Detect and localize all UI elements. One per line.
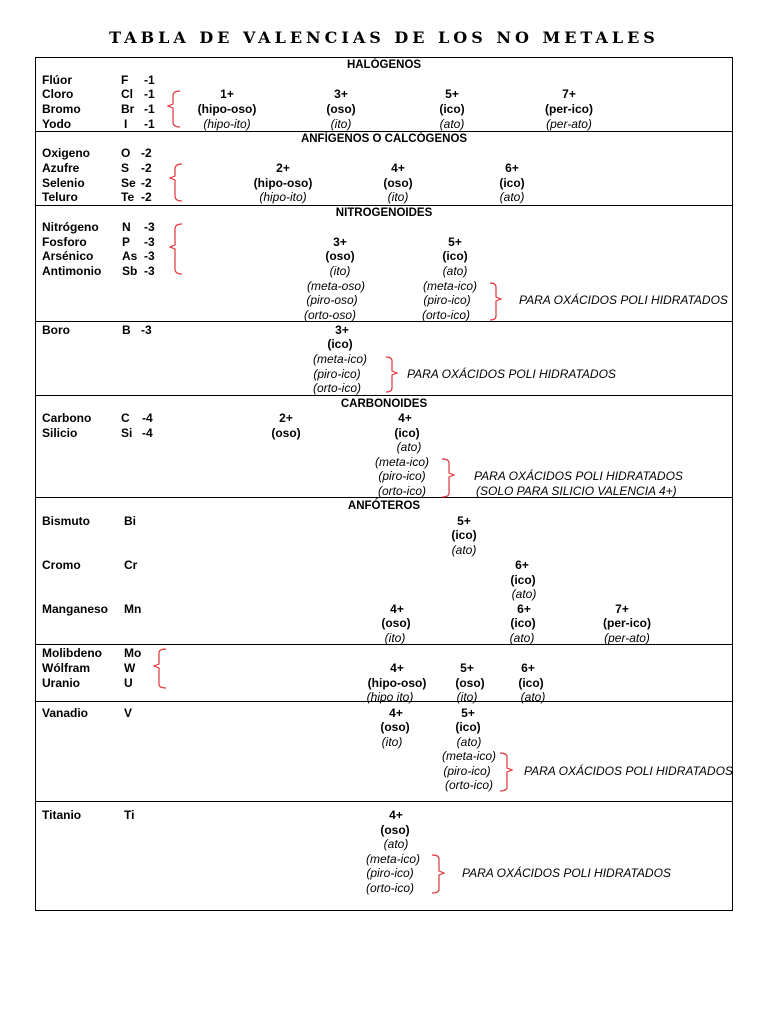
polyhydrated-note: PARA OXÁCIDOS POLI HIDRATADOS	[524, 764, 733, 778]
oxidation-state: 4+	[389, 808, 403, 822]
element-valence: -3	[144, 220, 155, 234]
oxidation-state: 3+	[335, 323, 349, 337]
element-valence: -3	[141, 323, 152, 337]
oxidation-state: 4+	[390, 661, 404, 675]
salt-suffix: (ato)	[442, 264, 468, 278]
oxidation-state: 6+	[505, 161, 519, 175]
element-valence: -4	[142, 426, 153, 440]
element-symbol: Si	[121, 426, 133, 440]
polyhydrated-note: PARA OXÁCIDOS POLI HIDRATADOS	[474, 469, 683, 483]
element-valence: -2	[141, 146, 152, 160]
element-name: Azufre	[42, 161, 80, 175]
element-symbol: Mo	[124, 646, 142, 660]
element-symbol: P	[122, 235, 131, 249]
polyhydrated-prefix: (meta-ico)	[312, 352, 368, 366]
element-symbol: Bi	[124, 514, 136, 528]
acid-suffix: (oso)	[383, 176, 413, 190]
acid-suffix: (ico)	[510, 573, 536, 587]
element-name: Yodo	[42, 117, 72, 131]
salt-suffix: (ato)	[520, 690, 546, 704]
oxidation-state: 7+	[615, 602, 629, 616]
oxidation-state: 1+	[220, 87, 234, 101]
salt-suffix: (ito)	[330, 117, 352, 131]
oxidation-state: 3+	[333, 235, 347, 249]
silicon-note: (SOLO PARA SILICIO VALENCIA 4+)	[476, 484, 677, 498]
element-valence: -1	[144, 117, 155, 131]
acid-suffix: (ico)	[499, 176, 525, 190]
salt-suffix: (ato)	[439, 117, 465, 131]
salt-suffix: (ato)	[383, 837, 409, 851]
oxidation-state: 5+	[461, 706, 475, 720]
salt-suffix: (ito)	[381, 735, 403, 749]
element-symbol: Ti	[124, 808, 135, 822]
element-name: Teluro	[42, 190, 78, 204]
element-symbol: F	[121, 73, 129, 87]
element-name: Boro	[42, 323, 70, 337]
salt-suffix: (ato)	[509, 631, 535, 645]
document-title: TABLA DE VALENCIAS DE LOS NO METALES	[109, 28, 659, 47]
polyhydrated-prefix: (piro-oso)	[306, 293, 358, 307]
element-valence: -1	[144, 87, 155, 101]
oxidation-state: 4+	[391, 161, 405, 175]
element-valence: -2	[141, 161, 152, 175]
salt-suffix: (ato)	[499, 190, 525, 204]
oxidation-state: 5+	[448, 235, 462, 249]
polyhydrated-prefix: (orto-ico)	[377, 484, 427, 498]
section-heading-carbonoides: CARBONOIDES	[340, 398, 428, 410]
element-name: Wólfram	[42, 661, 90, 675]
element-name: Arsénico	[42, 249, 94, 263]
oxidation-state: 4+	[398, 411, 412, 425]
element-valence: -1	[144, 73, 155, 87]
element-symbol: Br	[121, 102, 135, 116]
oxidation-state: 2+	[276, 161, 290, 175]
acid-suffix: (oso)	[326, 102, 356, 116]
element-name: Molibdeno	[42, 646, 102, 660]
section-heading-anfoteros: ANFÓTEROS	[347, 500, 421, 512]
polyhydrated-prefix: (orto-ico)	[312, 381, 362, 395]
salt-suffix: (ato)	[511, 587, 537, 601]
acid-suffix: (hipo-oso)	[367, 676, 427, 690]
element-name: Flúor	[42, 73, 72, 87]
acid-suffix: (oso)	[380, 823, 410, 837]
polyhydrated-prefix: (piro-ico)	[423, 293, 471, 307]
acid-suffix: (oso)	[380, 720, 410, 734]
polyhydrated-prefix: (meta-ico)	[374, 455, 430, 469]
oxidation-state: 4+	[389, 706, 403, 720]
acid-suffix: (ico)	[510, 616, 536, 630]
salt-suffix: (ito)	[329, 264, 351, 278]
salt-suffix: (ito)	[384, 631, 406, 645]
element-symbol: Cl	[121, 87, 133, 101]
oxidation-state: 6+	[515, 558, 529, 572]
element-symbol: W	[124, 661, 136, 675]
salt-suffix: (per-ato)	[604, 631, 650, 645]
element-name: Bismuto	[42, 514, 90, 528]
polyhydrated-note: PARA OXÁCIDOS POLI HIDRATADOS	[462, 866, 671, 880]
element-symbol: Mn	[124, 602, 142, 616]
element-symbol: N	[122, 220, 131, 234]
element-symbol: O	[121, 146, 131, 160]
polyhydrated-prefix: (meta-ico)	[441, 749, 497, 763]
acid-suffix: (oso)	[325, 249, 355, 263]
acid-suffix: (oso)	[455, 676, 485, 690]
element-name: Carbono	[42, 411, 92, 425]
acid-suffix: (ico)	[451, 528, 477, 542]
section-heading-anfigenos: ANFÍGENOS O CALCÓGENOS	[300, 133, 468, 145]
acid-suffix: (ico)	[327, 337, 353, 351]
acid-suffix: (ico)	[455, 720, 481, 734]
polyhydrated-prefix: (orto-oso)	[303, 308, 357, 322]
acid-suffix: (ico)	[439, 102, 465, 116]
salt-suffix: (ito)	[387, 190, 409, 204]
element-symbol: I	[124, 117, 128, 131]
salt-suffix: (ato)	[456, 735, 482, 749]
element-valence: -4	[142, 411, 153, 425]
oxidation-state: 3+	[334, 87, 348, 101]
polyhydrated-prefix: (piro-ico)	[366, 866, 414, 880]
acid-suffix: (per-ico)	[545, 102, 593, 116]
polyhydrated-prefix: (piro-ico)	[378, 469, 426, 483]
element-valence: -1	[144, 102, 155, 116]
salt-suffix: (per-ato)	[546, 117, 592, 131]
oxidation-state: 6+	[521, 661, 535, 675]
polyhydrated-note: PARA OXÁCIDOS POLI HIDRATADOS	[519, 293, 728, 307]
element-symbol: V	[124, 706, 133, 720]
acid-suffix: (ico)	[442, 249, 468, 263]
element-name: Antimonio	[42, 264, 102, 278]
element-name: Cloro	[42, 87, 74, 101]
element-name: Titanio	[42, 808, 82, 822]
element-name: Manganeso	[42, 602, 109, 616]
polyhydrated-prefix: (piro-ico)	[443, 764, 491, 778]
element-name: Bromo	[42, 102, 81, 116]
oxidation-state: 5+	[460, 661, 474, 675]
element-name: Silicio	[42, 426, 78, 440]
acid-suffix: (ico)	[518, 676, 544, 690]
acid-suffix: (ico)	[394, 426, 420, 440]
element-symbol: U	[124, 676, 133, 690]
section-heading-nitrogenoides: NITROGENOIDES	[335, 207, 433, 219]
oxidation-state: 2+	[279, 411, 293, 425]
element-symbol: As	[122, 249, 138, 263]
element-symbol: Te	[121, 190, 135, 204]
element-symbol: C	[121, 411, 130, 425]
acid-suffix: (oso)	[271, 426, 301, 440]
oxidation-state: 5+	[445, 87, 459, 101]
acid-suffix: (hipo-oso)	[253, 176, 313, 190]
salt-suffix: (ato)	[396, 440, 422, 454]
salt-suffix: (hipo ito)	[366, 690, 414, 704]
oxidation-state: 4+	[390, 602, 404, 616]
element-name: Nitrógeno	[42, 220, 99, 234]
element-name: Vanadio	[42, 706, 89, 720]
element-name: Fosforo	[42, 235, 87, 249]
element-name: Uranio	[42, 676, 81, 690]
element-symbol: S	[121, 161, 130, 175]
section-heading-halogenos: HALÓGENOS	[346, 59, 422, 71]
element-valence: -3	[144, 264, 155, 278]
element-symbol: B	[122, 323, 131, 337]
salt-suffix: (ito)	[456, 690, 478, 704]
salt-suffix: (hipo-ito)	[203, 117, 251, 131]
polyhydrated-note: PARA OXÁCIDOS POLI HIDRATADOS	[407, 367, 616, 381]
polyhydrated-prefix: (orto-ico)	[365, 881, 415, 895]
element-symbol: Sb	[122, 264, 138, 278]
element-symbol: Cr	[124, 558, 138, 572]
polyhydrated-prefix: (meta-ico)	[365, 852, 421, 866]
acid-suffix: (hipo-oso)	[197, 102, 257, 116]
polyhydrated-prefix: (orto-ico)	[444, 778, 494, 792]
oxidation-state: 7+	[562, 87, 576, 101]
oxidation-state: 6+	[517, 602, 531, 616]
element-valence: -3	[144, 249, 155, 263]
polyhydrated-prefix: (orto-ico)	[421, 308, 471, 322]
acid-suffix: (oso)	[381, 616, 411, 630]
salt-suffix: (ato)	[451, 543, 477, 557]
polyhydrated-prefix: (meta-oso)	[306, 279, 366, 293]
element-valence: -2	[141, 176, 152, 190]
element-symbol: Se	[121, 176, 136, 190]
acid-suffix: (per-ico)	[603, 616, 651, 630]
element-valence: -2	[141, 190, 152, 204]
element-name: Oxigeno	[42, 146, 91, 160]
element-name: Selenio	[42, 176, 85, 190]
element-name: Cromo	[42, 558, 81, 572]
polyhydrated-prefix: (meta-ico)	[422, 279, 478, 293]
salt-suffix: (hipo-ito)	[259, 190, 307, 204]
polyhydrated-prefix: (piro-ico)	[313, 367, 361, 381]
element-valence: -3	[144, 235, 155, 249]
oxidation-state: 5+	[457, 514, 471, 528]
